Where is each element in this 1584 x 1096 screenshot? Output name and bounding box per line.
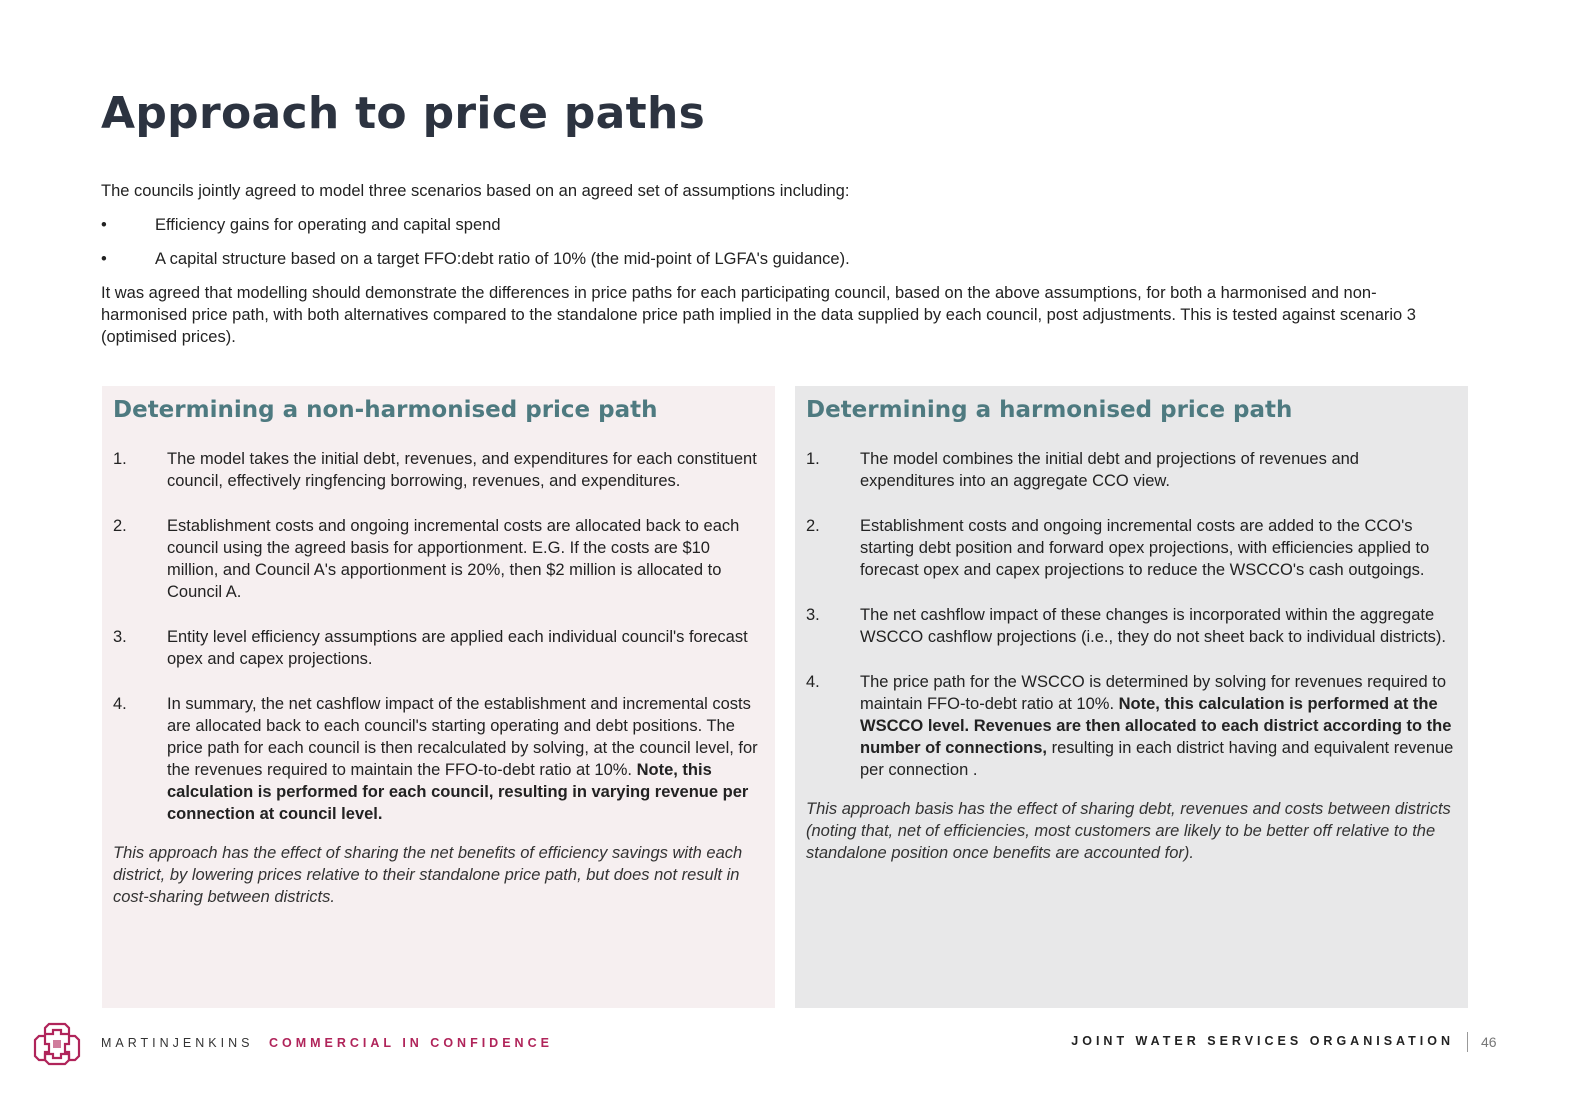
step-number: 2. xyxy=(806,517,820,535)
step-text: Establishment costs and ongoing incremental costs are allocated back to each council using the agreed basis for apportionment. E.G. If the costs are $10 million, and Council A's apportionment is 20%, then $2 million is allocated to Council A. xyxy=(167,517,740,601)
step-number: 4. xyxy=(113,695,127,713)
list-item xyxy=(113,626,765,670)
organisation-label: JOINT WATER SERVICES ORGANISATION xyxy=(1071,1034,1454,1048)
bullet-marker: • xyxy=(101,250,107,268)
list-item xyxy=(113,515,765,603)
bullet-text: Efficiency gains for operating and capital spend xyxy=(155,216,501,234)
step-text: The net cashflow impact of these changes is incorporated within the aggregate WSCCO cashflow projections (i.e., they do not sheet back to individual districts). xyxy=(860,606,1446,646)
step-bold-text: Note, this calculation is performed for each council, resulting in varying revenue per connection at council level. xyxy=(167,761,749,823)
intro-lead: The councils jointly agreed to model three scenarios based on an agreed set of assumptions including: xyxy=(101,182,850,200)
step-list xyxy=(806,448,1458,781)
step-number: 1. xyxy=(806,450,820,468)
panel-heading: Determining a non-harmonised price path xyxy=(113,397,658,423)
list-item xyxy=(806,671,1458,781)
page-title: Approach to price paths xyxy=(101,88,706,139)
step-text: Entity level efficiency assumptions are applied each individual council's forecast opex and capex projections. xyxy=(167,628,748,668)
step-list xyxy=(113,448,765,825)
list-item xyxy=(806,515,1458,581)
confidential-label: COMMERCIAL IN CONFIDENCE xyxy=(268,1036,553,1050)
panel-note: This approach basis has the effect of sharing debt, revenues and costs between districts (noting that, net of efficiencies, most customers are likely to be better off relative to the standalone position once benefits are accounted for). xyxy=(806,800,1451,862)
intro-section xyxy=(101,180,1441,360)
non-harmonised-panel xyxy=(102,386,775,1008)
step-number: 3. xyxy=(806,606,820,624)
page-number: 46 xyxy=(1481,1034,1497,1050)
quatrefoil-logo-icon xyxy=(33,1020,81,1068)
step-number: 2. xyxy=(113,517,127,535)
step-bold-text: Note, this calculation is performed at the WSCCO level. Revenues are then allocated to each district according to the number of connections, xyxy=(860,695,1452,757)
harmonised-panel xyxy=(795,386,1468,1008)
brand-name: MARTINJENKINS xyxy=(101,1036,254,1050)
list-item xyxy=(101,248,1441,270)
intro-closing: It was agreed that modelling should demonstrate the differences in price paths for each participating council, based on the above assumptions, for both a harmonised and non-harmonised price path, with both alternatives compared to the standalone price path implied in the data supplied by each council, post adjustments. This is tested against scenario 3 (optimised prices). xyxy=(101,284,1416,346)
step-number: 3. xyxy=(113,628,127,646)
step-number: 1. xyxy=(113,450,127,468)
list-item xyxy=(806,604,1458,648)
step-number: 4. xyxy=(806,673,820,691)
panel-heading: Determining a harmonised price path xyxy=(806,397,1293,423)
step-text: The price path for the WSCCO is determined by solving for revenues required to maintain FFO-to-debt ratio at 10%. xyxy=(860,673,1447,713)
list-item xyxy=(101,214,1441,236)
footer-brand xyxy=(101,1036,553,1050)
panel-note: This approach has the effect of sharing the net benefits of efficiency savings with each district, by lowering prices relative to their standalone price path, but does not result in cost-sharing between districts. xyxy=(113,844,743,906)
step-text-after: resulting in each district having and equivalent revenue per connection . xyxy=(860,739,1454,779)
list-item xyxy=(113,448,765,492)
bullet-text: A capital structure based on a target FFO:debt ratio of 10% (the mid-point of LGFA's guidance). xyxy=(155,250,850,268)
step-text: In summary, the net cashflow impact of the establishment and incremental costs are allocated back to each council's starting operating and debt positions. The price path for each council is then recalculated by solving, at the council level, for the revenues required to maintain the FFO-to-debt ratio at 10%. xyxy=(167,695,758,779)
step-text: The model combines the initial debt and projections of revenues and expenditures into an aggregate CCO view. xyxy=(860,450,1359,490)
footer-divider xyxy=(1467,1032,1468,1052)
list-item xyxy=(806,448,1458,492)
step-text: Establishment costs and ongoing incremental costs are added to the CCO's starting debt position and forward opex projections, with efficiencies applied to forecast opex and capex projections to reduce the WSCCO's cash outgoings. xyxy=(860,517,1430,579)
bullet-marker: • xyxy=(101,216,107,234)
step-text: The model takes the initial debt, revenues, and expenditures for each constituent council, effectively ringfencing borrowing, revenues, and expenditures. xyxy=(167,450,757,490)
assumption-list xyxy=(101,214,1441,270)
list-item xyxy=(113,693,765,825)
